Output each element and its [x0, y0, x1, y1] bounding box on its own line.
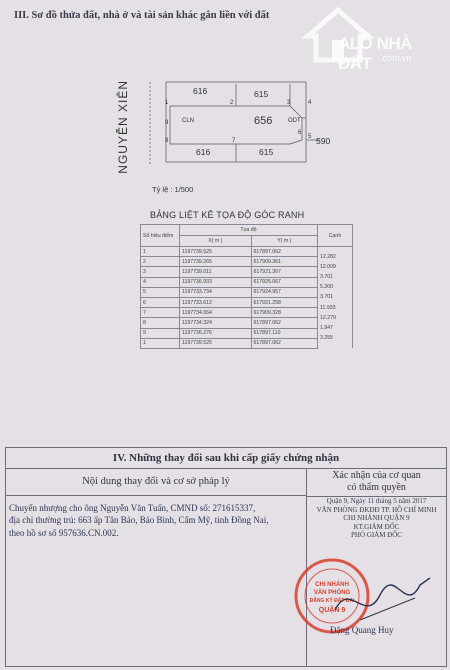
- change-line: theo hồ sơ số 957636.CN.002.: [9, 527, 119, 538]
- land-use-label: CLN: [182, 118, 195, 124]
- x-cell: 1197739.011: [180, 267, 252, 277]
- y-cell: 617897.110: [251, 328, 317, 338]
- x-cell: 1197736.933: [180, 277, 252, 287]
- land-use-label: ODT: [288, 118, 301, 124]
- y-cell: 617897.062: [251, 338, 317, 348]
- edge-value: 11.933: [320, 304, 336, 311]
- x-cell: 1197734.324: [180, 318, 252, 328]
- confirmation-header-line: có thẩm quyền: [347, 482, 406, 493]
- confirm-role: KT.GIÁM ĐỐC: [353, 522, 400, 531]
- parcel-label: 616: [193, 86, 208, 96]
- watermark-domain: .com.vn: [380, 53, 412, 63]
- svg-text:ĐĂNG KÝ ĐẤT ĐAI: ĐĂNG KÝ ĐẤT ĐAI: [309, 598, 355, 604]
- point-number: 1: [165, 100, 169, 106]
- point-cell: 3: [141, 267, 180, 277]
- svg-text:VĂN PHÒNG: VĂN PHÒNG: [313, 590, 351, 596]
- confirmation-header-line: Xác nhận của cơ quan: [332, 470, 421, 481]
- y-cell: 617897.062: [251, 247, 317, 257]
- parcel-label: 590: [316, 136, 331, 146]
- point-number: 8: [165, 138, 169, 144]
- point-number: 7: [232, 138, 236, 144]
- header-coord: Tọa độ: [180, 225, 318, 236]
- coordinate-table-title: BẢNG LIỆT KÊ TỌA ĐỘ GÓC RANH: [150, 210, 305, 220]
- svg-text:CHI NHÁNH: CHI NHÁNH: [315, 582, 349, 588]
- watermark-brand: ALO NHÀ ĐẤT: [338, 34, 412, 73]
- y-cell: 617925.067: [251, 277, 317, 287]
- point-cell: 2: [141, 257, 180, 267]
- edge-value: 1.947: [320, 324, 333, 331]
- coordinate-rows: [141, 247, 353, 349]
- y-cell: 617909.328: [251, 308, 317, 318]
- change-line: địa chỉ thường trú: 663 ấp Tân Bảo, Bảo Bình, Cẩm Mỹ, tỉnh Đồng Nai,: [9, 515, 269, 526]
- edge-value: 12.009: [320, 263, 336, 270]
- x-cell: 1197739.525: [180, 338, 252, 348]
- edge-cell: [318, 247, 353, 260]
- point-cell: 4: [141, 277, 180, 287]
- x-cell: 1197736.276: [180, 328, 252, 338]
- x-cell: 1197733.734: [180, 287, 252, 297]
- y-cell: 617921.258: [251, 297, 317, 307]
- confirm-office: CHI NHÁNH QUẬN 9: [343, 514, 410, 523]
- edge-value: 3.701: [320, 273, 333, 280]
- edge-value: 5.200: [320, 284, 333, 291]
- point-number: 6: [298, 130, 302, 136]
- x-cell: 1197739.525: [180, 247, 252, 257]
- header-y: Y( m ): [251, 236, 317, 247]
- y-cell: 617897.062: [251, 318, 317, 328]
- point-number: 5: [308, 134, 312, 140]
- point-cell: 1: [141, 247, 180, 257]
- x-cell: 1197734.064: [180, 308, 252, 318]
- confirmation-header: [307, 469, 446, 497]
- parcel-label: 615: [259, 147, 274, 157]
- section-iii-title: III. Sơ đồ thửa đất, nhà ở và tài sản khác gắn liền với đất: [14, 10, 270, 21]
- x-cell: 1197739.265: [180, 257, 252, 267]
- point-number: 9: [165, 120, 169, 126]
- signer-name: Đặng Quang Huy: [330, 625, 394, 635]
- point-cell: 1: [141, 338, 180, 348]
- point-cell: 9: [141, 328, 180, 338]
- changes-header: Nội dung thay đổi và cơ sở pháp lý: [6, 469, 306, 496]
- edge-value: 3.255: [320, 335, 333, 342]
- edge-value: 3.701: [320, 294, 333, 301]
- change-content: [9, 502, 305, 539]
- confirm-role: PHÓ GIÁM ĐỐC: [351, 531, 402, 540]
- point-cell: 6: [141, 297, 180, 307]
- changes-column: [6, 469, 307, 666]
- y-cell: 617924.957: [251, 287, 317, 297]
- x-cell: 1197733.612: [180, 297, 252, 307]
- point-number: 3: [287, 100, 291, 106]
- map-scale: Tỷ lệ : 1/500: [152, 185, 194, 194]
- confirm-date: Quận 9, Ngày 11 tháng 5 năm 2017: [326, 497, 427, 505]
- point-cell: 5: [141, 287, 180, 297]
- y-cell: 617921.367: [251, 267, 317, 277]
- coordinate-table: [140, 224, 353, 349]
- parcel-label: 616: [196, 147, 211, 157]
- header-edge: Cạnh: [318, 225, 353, 247]
- point-number: 4: [308, 100, 312, 106]
- parcel-label: 615: [254, 89, 269, 99]
- table-row: [141, 247, 353, 257]
- svg-text:QUẬN 9: QUẬN 9: [318, 607, 346, 614]
- signature-icon: [330, 570, 440, 630]
- y-cell: 617909.361: [251, 257, 317, 267]
- point-cell: 7: [141, 308, 180, 318]
- confirm-office: VĂN PHÒNG ĐKĐĐ TP. HỒ CHÍ MINH: [316, 505, 437, 514]
- confirmation-block: [307, 497, 446, 540]
- plot-diagram: [0, 0, 450, 190]
- point-number: 2: [230, 100, 234, 106]
- edge-value: 12.282: [320, 253, 336, 260]
- header-x: X( m ): [180, 236, 252, 247]
- point-cell: 8: [141, 318, 180, 328]
- road-name: NGUYỄN XIÊN: [116, 80, 130, 174]
- edge-value: 12.279: [320, 314, 336, 321]
- change-line: Chuyển nhượng cho ông Nguyễn Văn Tuấn, CMND số: 271615337,: [9, 503, 256, 513]
- section-iv-title: IV. Những thay đổi sau khi cấp giấy chứng nhận: [6, 448, 446, 469]
- parcel-main-label: 656: [254, 115, 273, 127]
- header-point: Số hiệu điểm: [141, 225, 180, 247]
